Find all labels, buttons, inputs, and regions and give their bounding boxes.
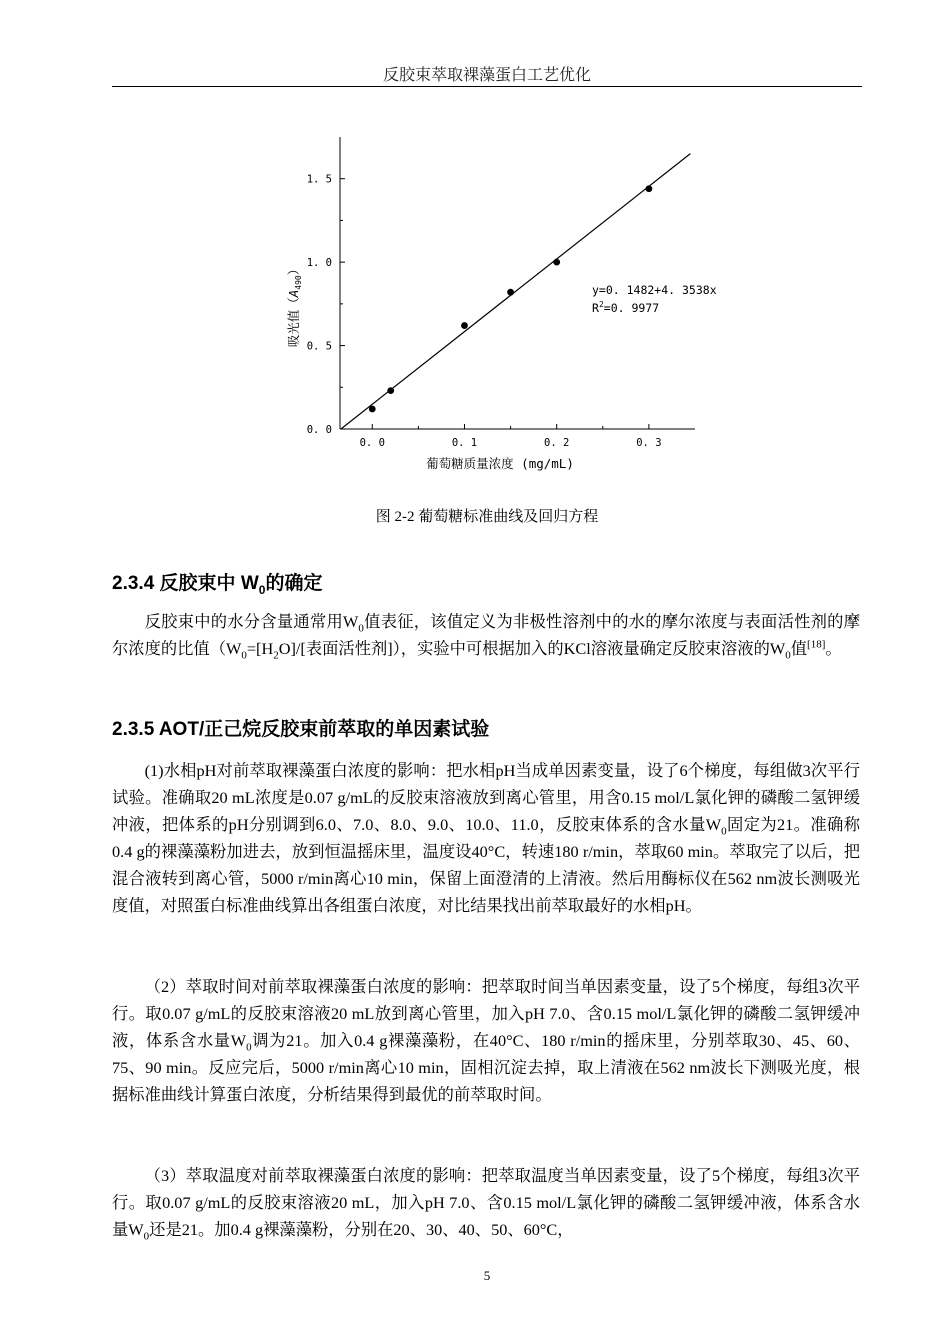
glucose-standard-curve-chart: [260, 125, 720, 485]
data-point: [461, 322, 468, 329]
header-rule: [112, 86, 862, 87]
page-number: 5: [483, 1268, 491, 1283]
y-tick-label: 0. 5: [306, 340, 332, 353]
x-tick-label: 0. 1: [451, 437, 478, 449]
x-tick-label: 0. 3: [636, 437, 662, 449]
r-squared: $R^2=0$. 9977: [592, 300, 660, 315]
y-tick-label: 0. 0: [306, 424, 332, 436]
regression-equation: y=0. 1482+4. 3538x: [592, 283, 717, 297]
running-header: 反胶束萃取裸藻蛋白工艺优化: [382, 67, 591, 84]
data-point: [507, 289, 514, 296]
paragraph-temperature-experiment: （3）萃取温度对前萃取裸藻蛋白浓度的影响：把萃取温度当单因素变量，设了5个梯度，每组3次平行。取0.07 g/mL的反胶束溶液20 mL，加入pH 7.0、含0.15 mol/L氯化钾的磷酸二氢钾缓冲液，体系含水量$W_0$还是21。加0.4 g裸藻藻粉，分别在20、30、40、50、60°C，: [112, 1166, 860, 1243]
y-tick-label: 1. 5: [306, 173, 332, 186]
paragraph-w0-definition: 反胶束中的水分含量通常用$W_0$值表征，该值定义为非极性溶剂中的水的摩尔浓度与表面活性剂的摩尔浓度的比值（$W_0=[H_2O]/$[表面活性剂]），实验中可根据加入的KCl溶液量确定反胶束溶液的$W_0$值[18]。: [112, 612, 860, 662]
section-heading-2-3-5: 2.3.5 AOT/正己烷反胶束前萃取的单因素试验: [112, 719, 490, 740]
data-point: [645, 185, 652, 192]
data-point: [387, 387, 394, 394]
section-heading-2-3-4: 2.3.4 反胶束中 $W_0$的确定: [112, 573, 323, 597]
data-point: [369, 406, 376, 413]
data-point: [553, 259, 560, 266]
x-tick-label: 0. 2: [544, 437, 570, 449]
y-tick-label: 1. 0: [306, 257, 332, 270]
paragraph-ph-experiment: (1)水相pH对前萃取裸藻蛋白浓度的影响：把水相pH当成单因素变量，设了6个梯度，每组做3次平行试验。准确取20 mL浓度是0.07 g/mL的反胶束溶液放到离心管里，用含0.15 mol/L氯化钾的磷酸二氢钾缓冲液，把体系的pH分别调到6.0、7.0、8.0、9.0、10.0、11.0，反胶束体系的含水量$W_0$固定为21。准确称0.4 g的裸藻藻粉加进去，放到恒温摇床里，温度设40°C，转速180 r/min，萃取60 min。萃取完了以后，把混合液转到离心管，5000 r/min离心10 min，保留上面澄清的上清液。然后用酶标仪在562 nm波长测吸光度值，对照蛋白标准曲线算出各组蛋白浓度，对比结果找出前萃取最好的水相pH。: [112, 761, 860, 915]
x-tick-label: 0. 0: [359, 437, 385, 449]
y-axis-label: 吸光值$(A_{490})$: [286, 262, 303, 348]
figure-caption: 图 2-2 葡萄糖标准曲线及回归方程: [375, 509, 599, 525]
x-axis-label: 葡萄糖质量浓度 (mg/mL): [426, 456, 574, 471]
paragraph-time-experiment: （2）萃取时间对前萃取裸藻蛋白浓度的影响：把萃取时间当单因素变量，设了5个梯度，每组3次平行。取0.07 g/mL的反胶束溶液20 mL放到离心管里，加入pH 7.0、含0.15 mol/L氯化钾的磷酸二氢钾缓冲液，体系含水量$W_0$调为21。加入0.4 g裸藻藻粉，在40°C、180 r/min的摇床里，分别萃取30、45、60、75、90 min。反应完后，5000 r/min离心10 min，固相沉淀去掉，取上清液在562 nm波长下测吸光度，根据标准曲线计算蛋白浓度，分析结果得到最优的前萃取时间。: [112, 977, 861, 1104]
data-points: [369, 185, 652, 412]
